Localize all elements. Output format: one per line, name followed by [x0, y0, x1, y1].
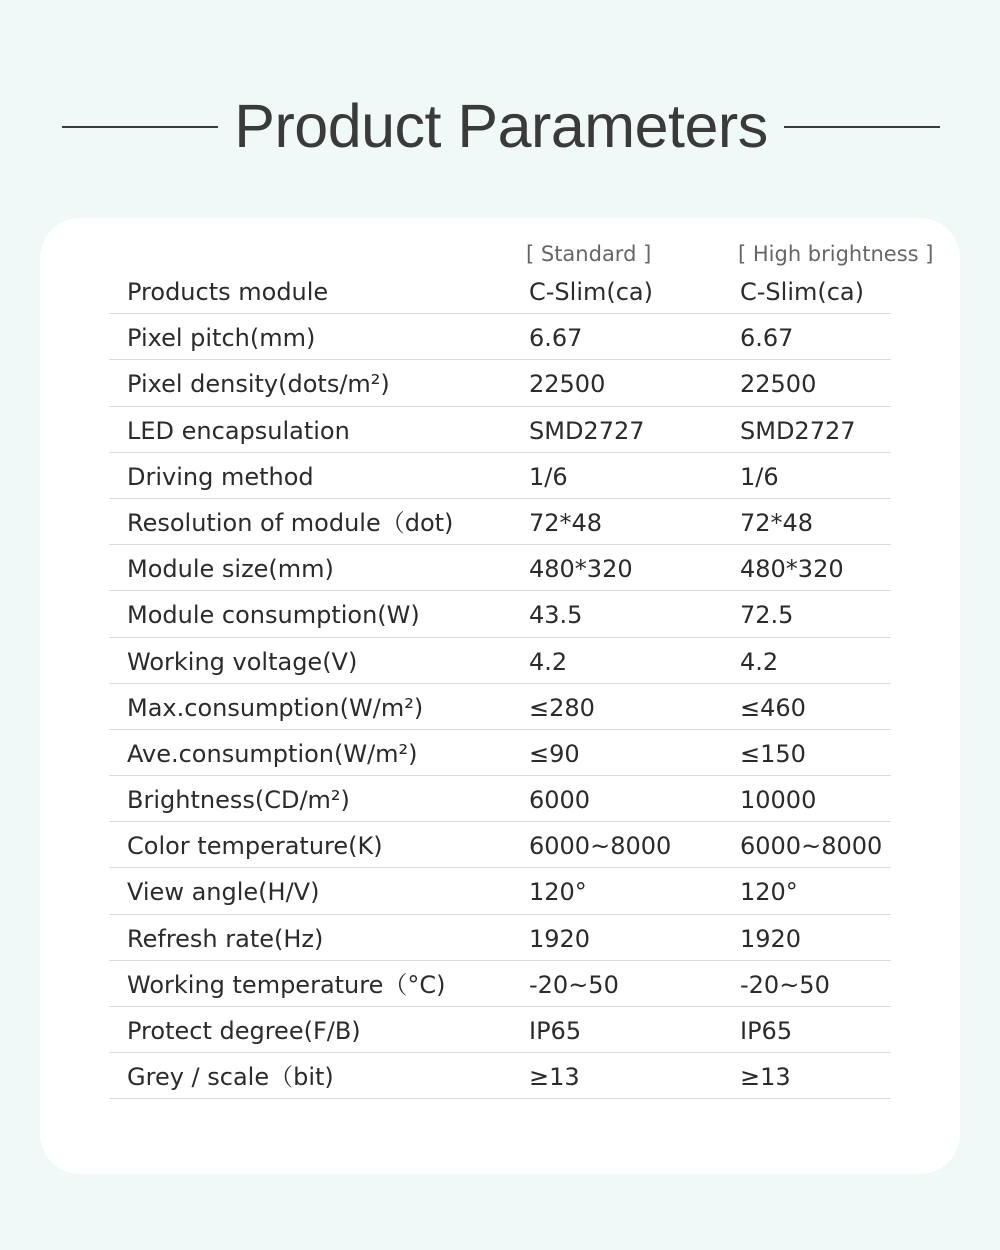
standard-value: 1920	[529, 924, 591, 953]
param-name: LED encapsulation	[127, 416, 350, 445]
high-brightness-column-label: [ High brightness ]	[738, 242, 934, 266]
standard-value: -20~50	[529, 970, 619, 999]
high-brightness-value: ≥13	[740, 1063, 791, 1092]
high-brightness-value: 10000	[740, 786, 817, 815]
param-name: Ave.consumption(W/m²)	[127, 739, 418, 768]
standard-column-label: [ Standard ]	[526, 242, 652, 266]
standard-value: 4.2	[529, 647, 568, 676]
high-brightness-value: ≤460	[740, 693, 806, 722]
table-row	[109, 453, 891, 499]
high-brightness-value: 6000~8000	[740, 832, 883, 861]
high-brightness-value: 480*320	[740, 555, 844, 584]
standard-value: 120°	[529, 878, 587, 907]
param-name: Pixel density(dots/m²)	[127, 370, 390, 399]
table-row	[109, 268, 891, 314]
standard-value: 6.67	[529, 324, 583, 353]
param-name: Protect degree(F/B)	[127, 1017, 361, 1045]
high-brightness-value: 72*48	[740, 508, 814, 537]
parameters-table	[109, 268, 891, 1099]
param-name: Resolution of module（dot)	[127, 508, 454, 537]
param-name: Products module	[127, 278, 329, 306]
standard-value: 1/6	[529, 462, 568, 491]
standard-value: SMD2727	[529, 416, 645, 445]
table-row	[109, 776, 891, 822]
param-name: Color temperature(K)	[127, 832, 383, 861]
table-row	[109, 684, 891, 730]
page-title: Product Parameters	[234, 92, 768, 160]
table-row	[109, 1007, 891, 1053]
param-name: Max.consumption(W/m²)	[127, 693, 424, 722]
table-row	[109, 822, 891, 868]
standard-value: 43.5	[529, 601, 583, 630]
table-row	[109, 638, 891, 684]
standard-value: IP65	[529, 1017, 582, 1045]
high-brightness-value: 120°	[740, 878, 798, 907]
high-brightness-value: -20~50	[740, 970, 830, 999]
param-name: Refresh rate(Hz)	[127, 924, 324, 953]
table-row	[109, 915, 891, 961]
standard-value: ≤280	[529, 693, 595, 722]
high-brightness-value: C-Slim(ca)	[740, 278, 864, 306]
param-name: Grey / scale（bit)	[127, 1063, 334, 1092]
high-brightness-value: IP65	[740, 1017, 793, 1045]
high-brightness-value: 6.67	[740, 324, 794, 353]
high-brightness-value: 4.2	[740, 647, 779, 676]
param-name: Pixel pitch(mm)	[127, 324, 316, 353]
standard-value: 480*320	[529, 555, 633, 584]
param-name: Module size(mm)	[127, 555, 334, 584]
param-name: Driving method	[127, 462, 314, 491]
table-row	[109, 407, 891, 453]
table-row	[109, 961, 891, 1007]
param-name: Brightness(CD/m²)	[127, 786, 350, 815]
table-row	[109, 591, 891, 637]
standard-value: 6000~8000	[529, 832, 672, 861]
standard-value: 6000	[529, 786, 591, 815]
table-row	[109, 314, 891, 360]
high-brightness-value: 22500	[740, 370, 817, 399]
title-divider-left	[62, 126, 218, 128]
standard-value: ≤90	[529, 739, 580, 768]
standard-value: ≥13	[529, 1063, 580, 1092]
table-row	[109, 360, 891, 406]
title-divider-right	[784, 126, 940, 128]
standard-value: 72*48	[529, 508, 603, 537]
high-brightness-value: SMD2727	[740, 416, 856, 445]
table-row	[109, 545, 891, 591]
high-brightness-value: 1920	[740, 924, 802, 953]
high-brightness-value: 72.5	[740, 601, 794, 630]
high-brightness-value: 1/6	[740, 462, 779, 491]
param-name: Working temperature（°C)	[127, 970, 446, 999]
table-row	[109, 730, 891, 776]
parameters-card	[40, 218, 960, 1174]
page-header	[0, 86, 1000, 166]
param-name: Module consumption(W)	[127, 601, 420, 630]
table-row	[109, 1053, 891, 1099]
param-name: Working voltage(V)	[127, 647, 358, 676]
table-row	[109, 499, 891, 545]
table-row	[109, 868, 891, 914]
standard-value: C-Slim(ca)	[529, 278, 653, 306]
high-brightness-value: ≤150	[740, 739, 806, 768]
param-name: View angle(H/V)	[127, 878, 320, 907]
standard-value: 22500	[529, 370, 606, 399]
